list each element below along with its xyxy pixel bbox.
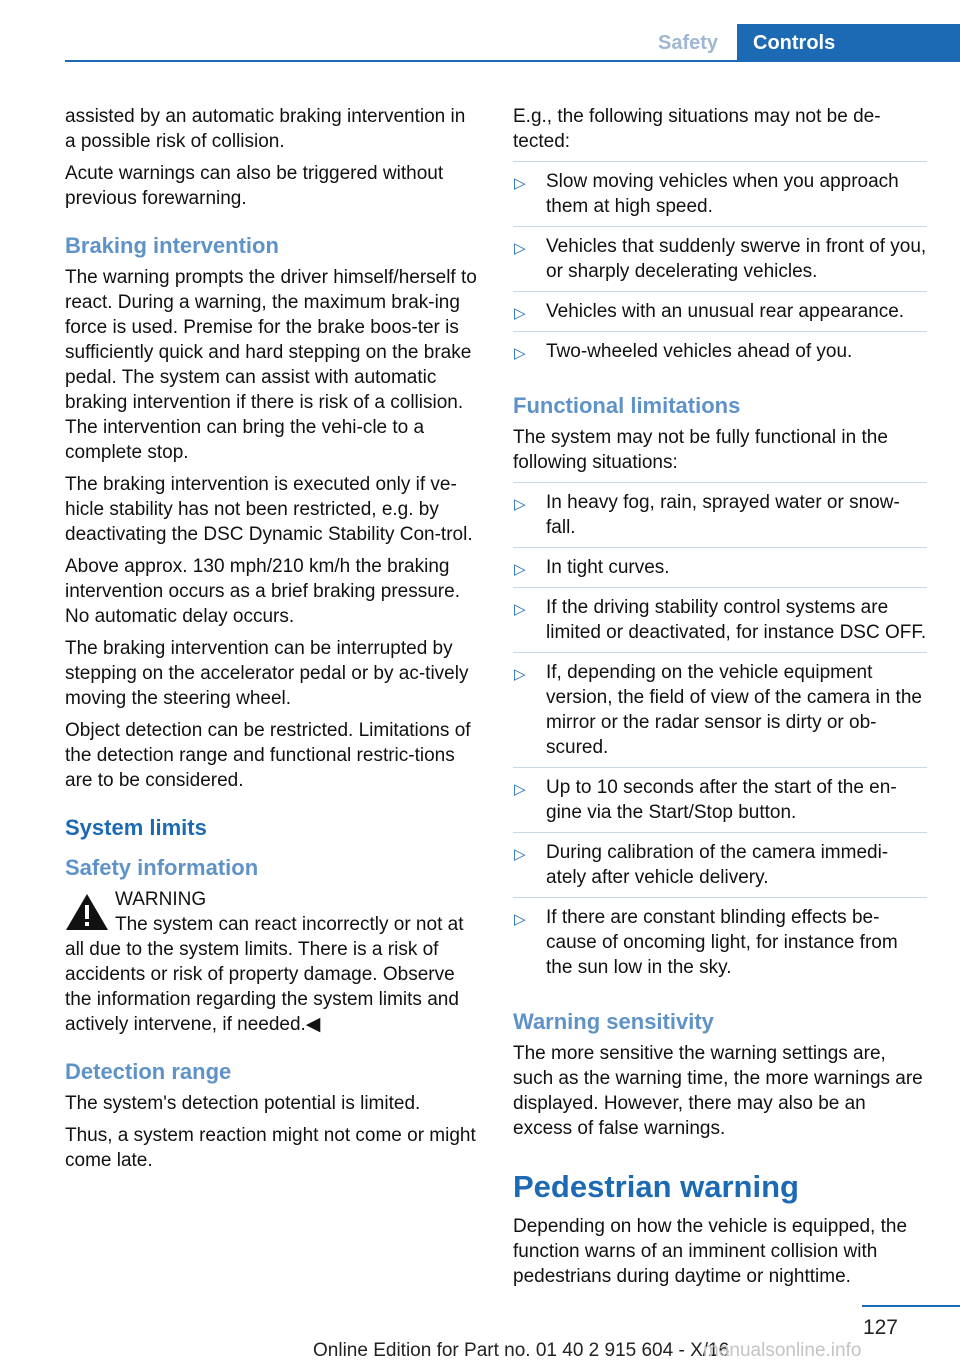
header-section-tab[interactable]: Safety — [657, 32, 719, 54]
triangle-bullet-icon: ▷ — [514, 175, 526, 192]
triangle-bullet-icon: ▷ — [514, 561, 526, 578]
paragraph: Above approx. 130 mph/210 km/h the braking intervention occurs as a brief braking pressure. No automatic delay occurs. — [65, 556, 460, 627]
heading-warning-sensitivity: Warning sensitivity — [513, 1009, 714, 1034]
right-column — [513, 104, 927, 1296]
undetected-situations-list — [513, 161, 927, 371]
paragraph: Thus, a system reaction might not come or might come late. — [65, 1125, 476, 1171]
heading-safety-information: Safety information — [65, 855, 259, 880]
paragraph: The system may not be fully functional in the following situations: — [513, 427, 888, 473]
list-item: ▷ Slow moving vehicles when you approach them at high speed. — [513, 161, 927, 226]
header-chapter-tab[interactable]: Controls — [737, 24, 960, 62]
footer-rule — [862, 1305, 960, 1307]
list-item: ▷ Up to 10 seconds after the start of the en-gine via the Start/Stop button. — [513, 767, 927, 832]
triangle-bullet-icon: ▷ — [514, 601, 526, 618]
page-number: 127 — [862, 1316, 898, 1339]
paragraph: Depending on how the vehicle is equipped, the function warns of an imminent collision with pedestrians during daytime or nighttime. — [513, 1216, 908, 1287]
heading-functional-limitations: Functional limitations — [513, 393, 741, 418]
paragraph: Object detection can be restricted. Limitations of the detection range and functional restric-tions are to be considered. — [65, 720, 471, 791]
paragraph: The more sensitive the warning settings are, such as the warning time, the more warnings are displayed. However, there may also be an excess of false warnings. — [513, 1043, 923, 1139]
triangle-bullet-icon: ▷ — [514, 911, 526, 928]
triangle-bullet-icon: ▷ — [514, 496, 526, 513]
paragraph: The warning prompts the driver himself/herself to react. During a warning, the maximum brak-ing force is used. Premise for the brake boos-ter is sufficiently quick and hard stepping on the brake pedal. The system can assist with automatic braking intervention if there is risk of a collision. The intervention can bring the vehi-cle to a complete stop. — [65, 267, 477, 463]
watermark: manualsonline.info — [703, 1340, 862, 1361]
paragraph: assisted by an automatic braking intervention in a possible risk of collision. — [65, 106, 466, 152]
list-item: ▷ In heavy fog, rain, sprayed water or snow-fall. — [513, 482, 927, 547]
warning-box — [65, 887, 477, 1037]
list-item: ▷ If, depending on the vehicle equipment version, the field of view of the camera in the mirror or the radar sensor is dirty or ob-scured. — [513, 652, 927, 767]
list-item: ▷ If there are constant blinding effects be-cause of oncoming light, for instance from the sun low in the sky. — [513, 897, 927, 987]
triangle-bullet-icon: ▷ — [514, 305, 526, 322]
triangle-bullet-icon: ▷ — [514, 240, 526, 257]
triangle-bullet-icon: ▷ — [514, 846, 526, 863]
paragraph: The system's detection potential is limited. — [65, 1093, 421, 1114]
list-item: ▷ Vehicles with an unusual rear appearance. — [513, 291, 927, 331]
triangle-bullet-icon: ▷ — [514, 781, 526, 798]
paragraph: E.g., the following situations may not be de-tected: — [513, 106, 881, 152]
heading-system-limits: System limits — [65, 815, 207, 840]
edition-line: Online Edition for Part no. 01 40 2 915 604 - X/16 — [313, 1340, 730, 1361]
list-item: ▷ Vehicles that suddenly swerve in front of you, or sharply decelerating vehicles. — [513, 226, 927, 291]
heading-detection-range: Detection range — [65, 1059, 232, 1084]
list-item: ▷ During calibration of the camera immedi-ately after vehicle delivery. — [513, 832, 927, 897]
list-item: ▷ In tight curves. — [513, 547, 927, 587]
functional-limitations-list — [513, 482, 927, 987]
left-column — [65, 104, 477, 1180]
paragraph: The braking intervention can be interrupted by stepping on the accelerator pedal or by ac-tively moving the steering wheel. — [65, 638, 469, 709]
heading-braking-intervention: Braking intervention — [65, 233, 279, 258]
triangle-bullet-icon: ▷ — [514, 345, 526, 362]
triangle-bullet-icon: ▷ — [514, 666, 526, 683]
warning-title: WARNING — [115, 889, 207, 910]
warning-text: The system can react incorrectly or not at all due to the system limits. There is a risk of accidents or risk of property damage. Observe the information regarding the system limits and actively intervene, if needed.◀ — [65, 914, 464, 1035]
heading-pedestrian-warning: Pedestrian warning — [513, 1169, 799, 1204]
warning-triangle-icon — [65, 893, 109, 931]
paragraph: Acute warnings can also be triggered without previous forewarning. — [65, 163, 444, 209]
paragraph: The braking intervention is executed only if ve-hicle stability has not been restricted, e.g. by deactivating the DSC Dynamic Stability Con-trol. — [65, 474, 473, 545]
list-item: ▷ Two-wheeled vehicles ahead of you. — [513, 331, 927, 371]
list-item: ▷ If the driving stability control systems are limited or deactivated, for instance DSC OFF. — [513, 587, 927, 652]
